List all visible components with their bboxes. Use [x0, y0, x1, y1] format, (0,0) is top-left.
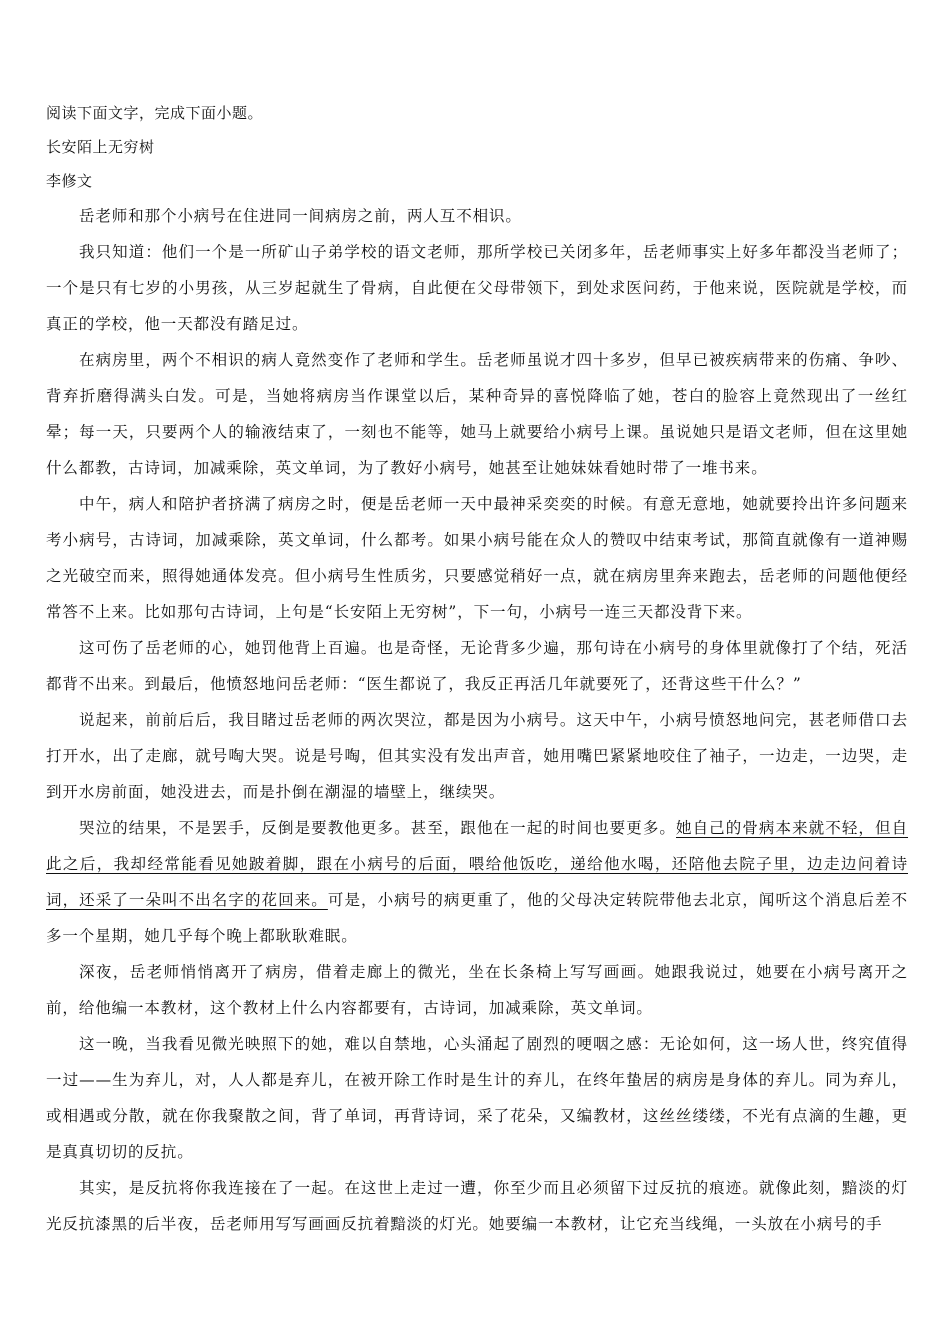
- underlined-passage: 她自己的骨病本来就不轻，但自此之后，我却经常能看见她跛着脚，跟在小病号的后面，喂给他饭吃，递给他水喝，还陪他去院子里，边走边问着诗词，还采了一朵叫不出名字的花回来。: [46, 819, 909, 909]
- paragraph-4: 中午，病人和陪护者挤满了病房之时，便是岳老师一天中最神采奕奕的时候。有意无意地，她就要拎出许多问题来考小病号，古诗词，加减乘除，英文单词，什么都考。如果小病号能在众人的赞叹中结束考试，那简直就像有一道神赐之光破空而来，照得她通体发亮。但小病号生性质劣，只要感觉稍好一点，就在病房里奔来跑去，岳老师的问题他便经常答不上来。比如那句古诗词，上句是“长安陌上无穷树”，下一句，小病号一连三天都没背下来。: [46, 495, 908, 621]
- paragraph-9: 这一晚，当我看见微光映照下的她，难以自禁地，心头涌起了剧烈的哽咽之感：无论如何，这一场人世，终究值得一过——生为弃儿，对，人人都是弃儿，在被开除工作时是生计的弃儿，在终年蛰居的病房是身体的弃儿。同为弃儿，或相遇或分散，就在你我聚散之间，背了单词，再背诗词，采了花朵，又编教材，这丝丝缕缕，不光有点滴的生趣，更是真真切切的反抗。: [46, 1035, 908, 1161]
- paragraph-1: 岳老师和那个小病号在住进同一间病房之前，两人互不相识。: [79, 207, 522, 225]
- article-author: 李修文: [46, 172, 93, 190]
- paragraph-7-lead: 哭泣的结果，不是罢手，反倒是要教他更多。甚至，跟他在一起的时间也要更多。: [79, 819, 677, 837]
- instruction-text: 阅读下面文字，完成下面小题。: [46, 104, 264, 122]
- article-title: 长安陌上无穷树: [46, 138, 155, 156]
- paragraph-2: 我只知道：他们一个是一所矿山子弟学校的语文老师，那所学校已关闭多年，岳老师事实上好多年都没当老师了；一个是只有七岁的小男孩，从三岁起就生了骨病，自此便在父母带领下，到处求医问药，于他来说，医院就是学校，而真正的学校，他一天都没有踏足过。: [46, 243, 908, 333]
- paragraph-3: 在病房里，两个不相识的病人竟然变作了老师和学生。岳老师虽说才四十多岁，但早已被疾病带来的伤痛、争吵、背弃折磨得满头白发。可是，当她将病房当作课堂以后，某种奇异的喜悦降临了她，苍白的脸容上竟然现出了一丝红晕；每一天，只要两个人的输液结束了，一刻也不能等，她马上就要给小病号上课。虽说她只是语文老师，但在这里她什么都教，古诗词，加减乘除，英文单词，为了教好小病号，她甚至让她妹妹看她时带了一堆书来。: [46, 351, 908, 477]
- paragraph-8: 深夜，岳老师悄悄离开了病房，借着走廊上的微光，坐在长条椅上写写画画。她跟我说过，她要在小病号离开之前，给他编一本教材，这个教材上什么内容都要有，古诗词，加减乘除，英文单词。: [46, 963, 908, 1017]
- paragraph-7-tail: 可是，小病号的病更重了，他的父母决定转院带他去北京，闻听这个消息后差不多一个星期，她几乎每个晚上都耿耿难眠。: [46, 891, 908, 945]
- paragraph-7: [46, 810, 908, 954]
- paragraph-10: 其实，是反抗将你我连接在了一起。在这世上走过一遭，你至少而且必须留下过反抗的痕迹。就像此刻，黯淡的灯光反抗漆黑的后半夜，岳老师用写写画画反抗着黯淡的灯光。她要编一本教材，让它充当线绳，一头放在小病号的手: [46, 1179, 908, 1233]
- paragraph-5: 这可伤了岳老师的心，她罚他背上百遍。也是奇怪，无论背多少遍，那句诗在小病号的身体里就像打了个结，死活都背不出来。到最后，他愤怒地问岳老师：“医生都说了，我反正再活几年就要死了，还背这些干什么？”: [46, 639, 908, 693]
- document-page: [46, 96, 908, 1242]
- paragraph-6: 说起来，前前后后，我目睹过岳老师的两次哭泣，都是因为小病号。这天中午，小病号愤怒地问完，甚老师借口去打开水，出了走廊，就号啕大哭。说是号啕，但其实没有发出声音，她用嘴巴紧紧地咬住了袖子，一边走，一边哭，走到开水房前面，她没进去，而是扑倒在潮湿的墙壁上，继续哭。: [46, 711, 908, 801]
